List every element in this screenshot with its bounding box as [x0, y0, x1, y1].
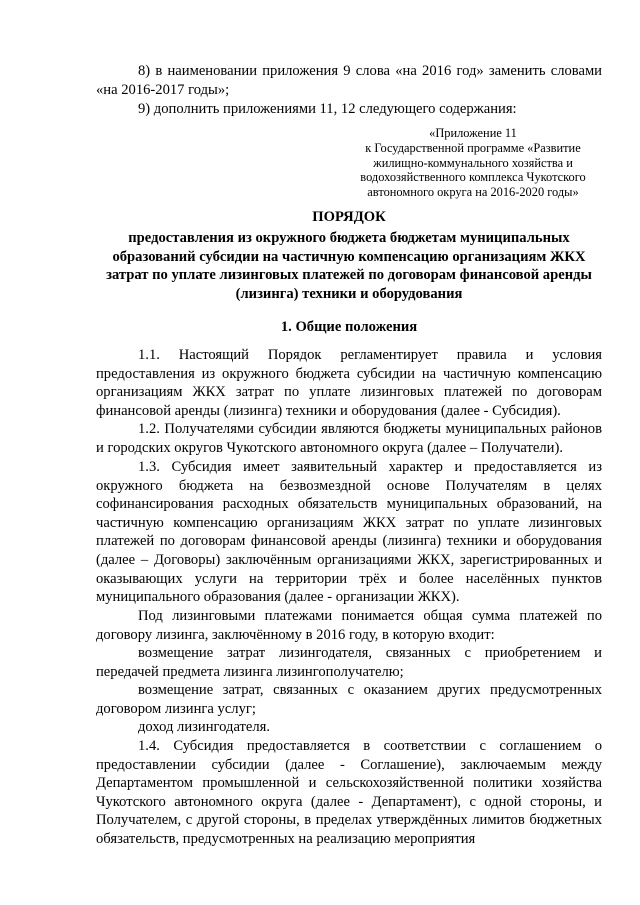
appendix-line-4: водохозяйственного комплекса Чукотского [360, 170, 586, 185]
paragraph-1-4: 1.4. Субсидия предоставляется в соответствии с соглашением о предоставлении субсидии (далее - Соглашение), заключаемым между Департаментом промышленной и сельскохозяйственной политики хозяйства Чукотского автономного округа (далее - Департамент), с одной стороны, и Получателем, с другой стороны, в пределах утверждённых лимитов бюджетных обязательств, предусмотренных на реализацию мероприятия [96, 738, 602, 847]
document-title: ПОРЯДОК [312, 209, 386, 225]
section-title: 1. Общие положения [280, 319, 418, 335]
amendment-item-9: 9) дополнить приложениями 11, 12 следующего содержания: [138, 101, 517, 117]
appendix-reference [340, 126, 606, 200]
appendix-line-2: к Государственной программе «Развитие [365, 140, 581, 155]
paragraph-leasing-definition: Под лизинговыми платежами понимается общая сумма платежей по договору лизинга, заключённому в 2016 году, в которую входит: [96, 608, 602, 643]
paragraph-1-3: 1.3. Субсидия имеет заявительный характер и предоставляется из окружного бюджета на безвозмездной основе Получателям в целях софинансирования расходных обязательств муниципальных образований, на частичную компенсацию организациям ЖКХ затрат по уплате лизинговых платежей по договорам финансовой аренды (лизинга) техники и оборудования (далее – Договоры) заключённым организациями ЖКХ, зарегистрированных и оказывающих услуги на территории трёх и более населённых пунктов муниципального образования (далее - организации ЖКХ). [96, 459, 602, 606]
appendix-line-5: автономного округа на 2016-2020 годы» [367, 185, 579, 200]
appendix-line-3: жилищно-коммунального хозяйства и [373, 155, 573, 170]
paragraph-lessor-income: доход лизингодателя. [138, 719, 271, 735]
paragraph-reimbursement-2: возмещение затрат, связанных с оказанием других предусмотренных договором лизинга услуг; [96, 682, 602, 717]
amendment-item-8: 8) в наименовании приложения 9 слова «на 2016 год» заменить словами «на 2016-2017 годы»; [96, 63, 602, 98]
paragraph-1-2: 1.2. Получателями субсидии являются бюджеты муниципальных районов и городских округов Чукотского автономного округа (далее – Получатели). [96, 421, 602, 456]
paragraph-reimbursement-1: возмещение затрат лизингодателя, связанных с приобретением и передачей предмета лизинга лизингополучателю; [96, 645, 602, 680]
appendix-line-1: «Приложение 11 [429, 126, 517, 140]
paragraph-1-1: 1.1. Настоящий Порядок регламентирует правила и условия предоставления из окружного бюджета субсидии на частичную компенсацию организациям ЖКХ затрат по уплате лизинговых платежей по договорам финансовой аренды (лизинга) техники и оборудования (далее - Субсидия). [96, 347, 602, 419]
document-subtitle: предоставления из окружного бюджета бюджетам муниципальных образований субсидии на частичную компенсацию организациям ЖКХ затрат по уплате лизинговых платежей по договорам финансовой аренды (лизинга) техники и оборудования [106, 230, 592, 302]
